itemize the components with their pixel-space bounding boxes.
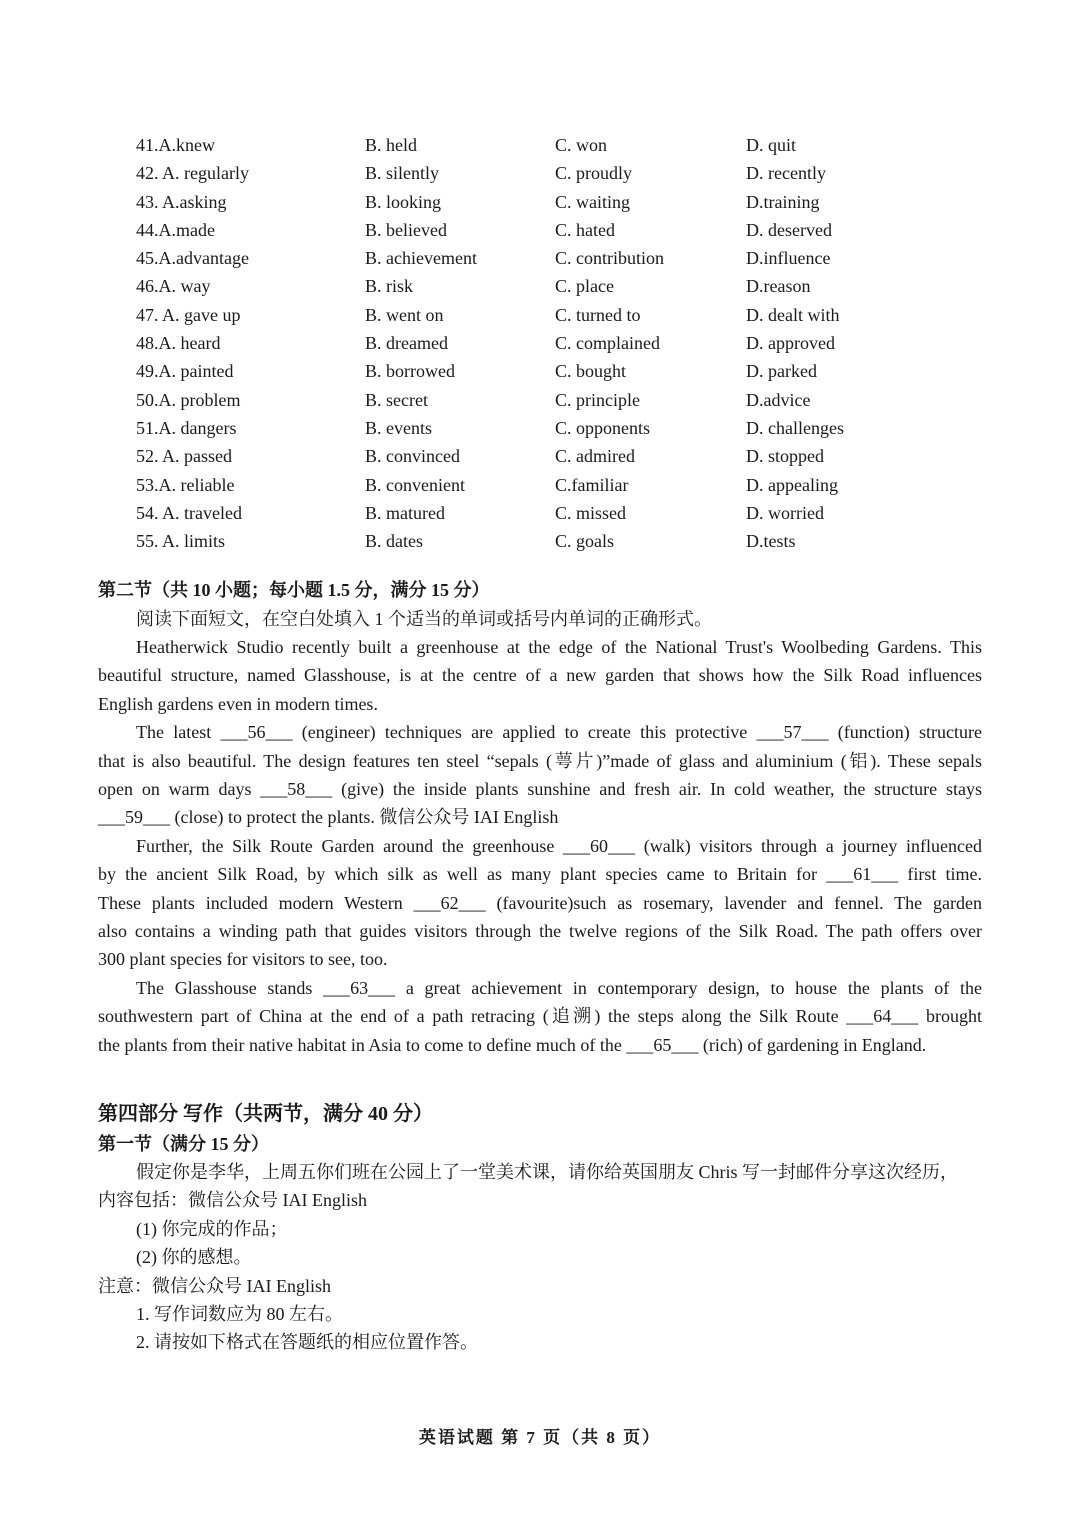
passage-line: open on warm days ___58___ (give) the inside plants sunshine and fresh air. In cold weather, the structure stays <box>98 778 982 799</box>
option-b: B. believed <box>365 219 447 240</box>
option-a: 43. A.asking <box>136 191 227 212</box>
option-d: D.influence <box>746 248 831 269</box>
option-c: C. principle <box>555 389 640 410</box>
option-c: C. place <box>555 276 614 297</box>
option-c: C. contribution <box>555 248 664 269</box>
passage-line: the plants from their native habitat in Asia to come to define much of the ___65___ (rich) of gardening in England. <box>98 1034 927 1055</box>
option-a: 51.A. dangers <box>136 417 237 438</box>
option-c: C. proudly <box>555 163 633 184</box>
option-a: 52. A. passed <box>136 446 232 467</box>
passage-line: Heatherwick Studio recently built a greenhouse at the edge of the National Trust's Woolbeding Gardens. This <box>136 636 982 657</box>
option-c: C.familiar <box>555 474 629 495</box>
option-b: B. went on <box>365 304 444 325</box>
option-b: B. borrowed <box>365 361 455 382</box>
part-4-title: 第四部分 写作（共两节，满分 40 分） <box>98 1103 433 1125</box>
section-2-heading: 第二节（共 10 小题；每小题 1.5 分，满分 15 分） <box>98 580 490 600</box>
page-footer: 英语试题 第 7 页（共 8 页） <box>418 1428 662 1447</box>
option-b: B. held <box>365 135 417 155</box>
option-a: 53.A. reliable <box>136 474 235 495</box>
option-b: B. dates <box>365 531 423 552</box>
passage-line: The Glasshouse stands ___63___ a great achievement in contemporary design, to house the plants of the <box>136 977 982 998</box>
option-row <box>0 216 1080 244</box>
option-row <box>0 442 1080 470</box>
option-row <box>0 329 1080 357</box>
content-item-1: (1) 你完成的作品； <box>136 1218 288 1239</box>
passage-line: that is also beautiful. The design features ten steel “sepals (萼片)”made of glass and aluminium (铝). These sepals <box>98 750 982 771</box>
option-d: D. approved <box>746 333 835 354</box>
option-b: B. looking <box>365 191 442 212</box>
option-row <box>0 272 1080 300</box>
option-row <box>0 386 1080 414</box>
option-d: D. deserved <box>746 219 832 240</box>
option-b: B. dreamed <box>365 333 448 354</box>
option-b: B. risk <box>365 276 414 297</box>
passage <box>98 633 982 1059</box>
option-row <box>0 301 1080 329</box>
note-label: 注意：微信公众号 IAI English <box>98 1275 331 1296</box>
option-b: B. achievement <box>365 248 477 269</box>
writing-prompt-line-2: 内容包括：微信公众号 IAI English <box>98 1190 367 1211</box>
part-4-section-1-heading: 第一节（满分 15 分） <box>98 1134 269 1154</box>
option-d: D. recently <box>746 163 826 184</box>
option-b: B. convinced <box>365 446 460 467</box>
option-row <box>0 188 1080 216</box>
option-d: D. challenges <box>746 417 844 438</box>
option-a: 47. A. gave up <box>136 304 241 325</box>
option-row <box>0 527 1080 555</box>
option-d: D. worried <box>746 502 824 523</box>
option-row <box>0 131 1080 159</box>
passage-line: southwestern part of China at the end of a path retracing (追溯) the steps along the Silk Route ___64___ brought <box>98 1006 982 1027</box>
option-a: 46.A. way <box>136 276 211 297</box>
passage-line: ___59___ (close) to protect the plants. 微信公众号 IAI English <box>98 807 559 828</box>
option-c: C. bought <box>555 361 627 382</box>
option-b: B. convenient <box>365 474 465 495</box>
option-c: C. missed <box>555 502 627 523</box>
option-b: B. events <box>365 417 432 438</box>
option-c: C. waiting <box>555 191 630 212</box>
section-2-instruction: 阅读下面短文，在空白处填入 1 个适当的单词或括号内单词的正确形式。 <box>136 608 712 629</box>
option-d: D. stopped <box>746 446 824 467</box>
passage-line: by the ancient Silk Road, by which silk as well as many plant species came to Britain for ___61___ first time. <box>98 864 982 885</box>
option-b: B. secret <box>365 389 428 410</box>
option-c: C. hated <box>555 219 615 240</box>
passage-line: English gardens even in modern times. <box>98 693 378 714</box>
option-d: D. dealt with <box>746 304 840 325</box>
option-row <box>0 357 1080 385</box>
option-c: C. goals <box>555 531 615 552</box>
option-c: C. opponents <box>555 417 651 438</box>
option-a: 41.A.knew <box>136 135 215 155</box>
option-a: 42. A. regularly <box>136 163 249 184</box>
option-row <box>0 159 1080 187</box>
option-c: C. won <box>555 135 608 155</box>
option-c: C. turned to <box>555 304 641 325</box>
passage-line: Further, the Silk Route Garden around the greenhouse ___60___ (walk) visitors through a journey influenced <box>136 835 982 856</box>
option-row <box>0 244 1080 272</box>
option-c: C. admired <box>555 446 635 467</box>
note-1: 1. 写作词数应为 80 左右。 <box>136 1304 343 1325</box>
option-d: D.advice <box>746 389 811 410</box>
passage-line: These plants included modern Western ___62___ (favourite)such as rosemary, lavender and fennel. The garden <box>98 892 982 913</box>
option-b: B. silently <box>365 163 440 184</box>
passage-line: 300 plant species for visitors to see, too. <box>98 949 388 970</box>
option-d: D.reason <box>746 276 811 297</box>
option-a: 50.A. problem <box>136 389 241 410</box>
option-c: C. complained <box>555 333 660 354</box>
passage-line: The latest ___56___ (engineer) techniques are applied to create this protective ___57___ (function) structure <box>136 722 982 743</box>
option-a: 54. A. traveled <box>136 502 242 523</box>
section-2 <box>98 576 982 1059</box>
option-a: 44.A.made <box>136 219 215 240</box>
option-a: 48.A. heard <box>136 333 221 354</box>
option-row <box>0 499 1080 527</box>
part-4-writing <box>98 1098 982 1357</box>
option-a: 55. A. limits <box>136 531 226 552</box>
option-row <box>0 471 1080 499</box>
option-d: D. parked <box>746 361 817 382</box>
option-row <box>0 414 1080 442</box>
passage-line: also contains a winding path that guides visitors through the twelve regions of the Silk Road. The path offers over <box>98 920 982 941</box>
option-d: D.training <box>746 191 820 212</box>
option-a: 45.A.advantage <box>136 248 249 269</box>
option-d: D. appealing <box>746 474 838 495</box>
option-b: B. matured <box>365 502 445 523</box>
cloze-options-table <box>0 131 1080 555</box>
option-a: 49.A. painted <box>136 361 234 382</box>
content-item-2: (2) 你的感想。 <box>136 1247 252 1268</box>
option-d: D.tests <box>746 531 796 552</box>
passage-line: beautiful structure, named Glasshouse, is at the centre of a new garden that shows how the Silk Road influences <box>98 665 982 686</box>
note-2: 2. 请按如下格式在答题纸的相应位置作答。 <box>136 1332 478 1353</box>
writing-prompt-line-1: 假定你是李华，上周五你们班在公园上了一堂美术课，请你给英国朋友 Chris 写一封邮件分享这次经历， <box>136 1162 959 1182</box>
option-d: D. quit <box>746 135 797 155</box>
